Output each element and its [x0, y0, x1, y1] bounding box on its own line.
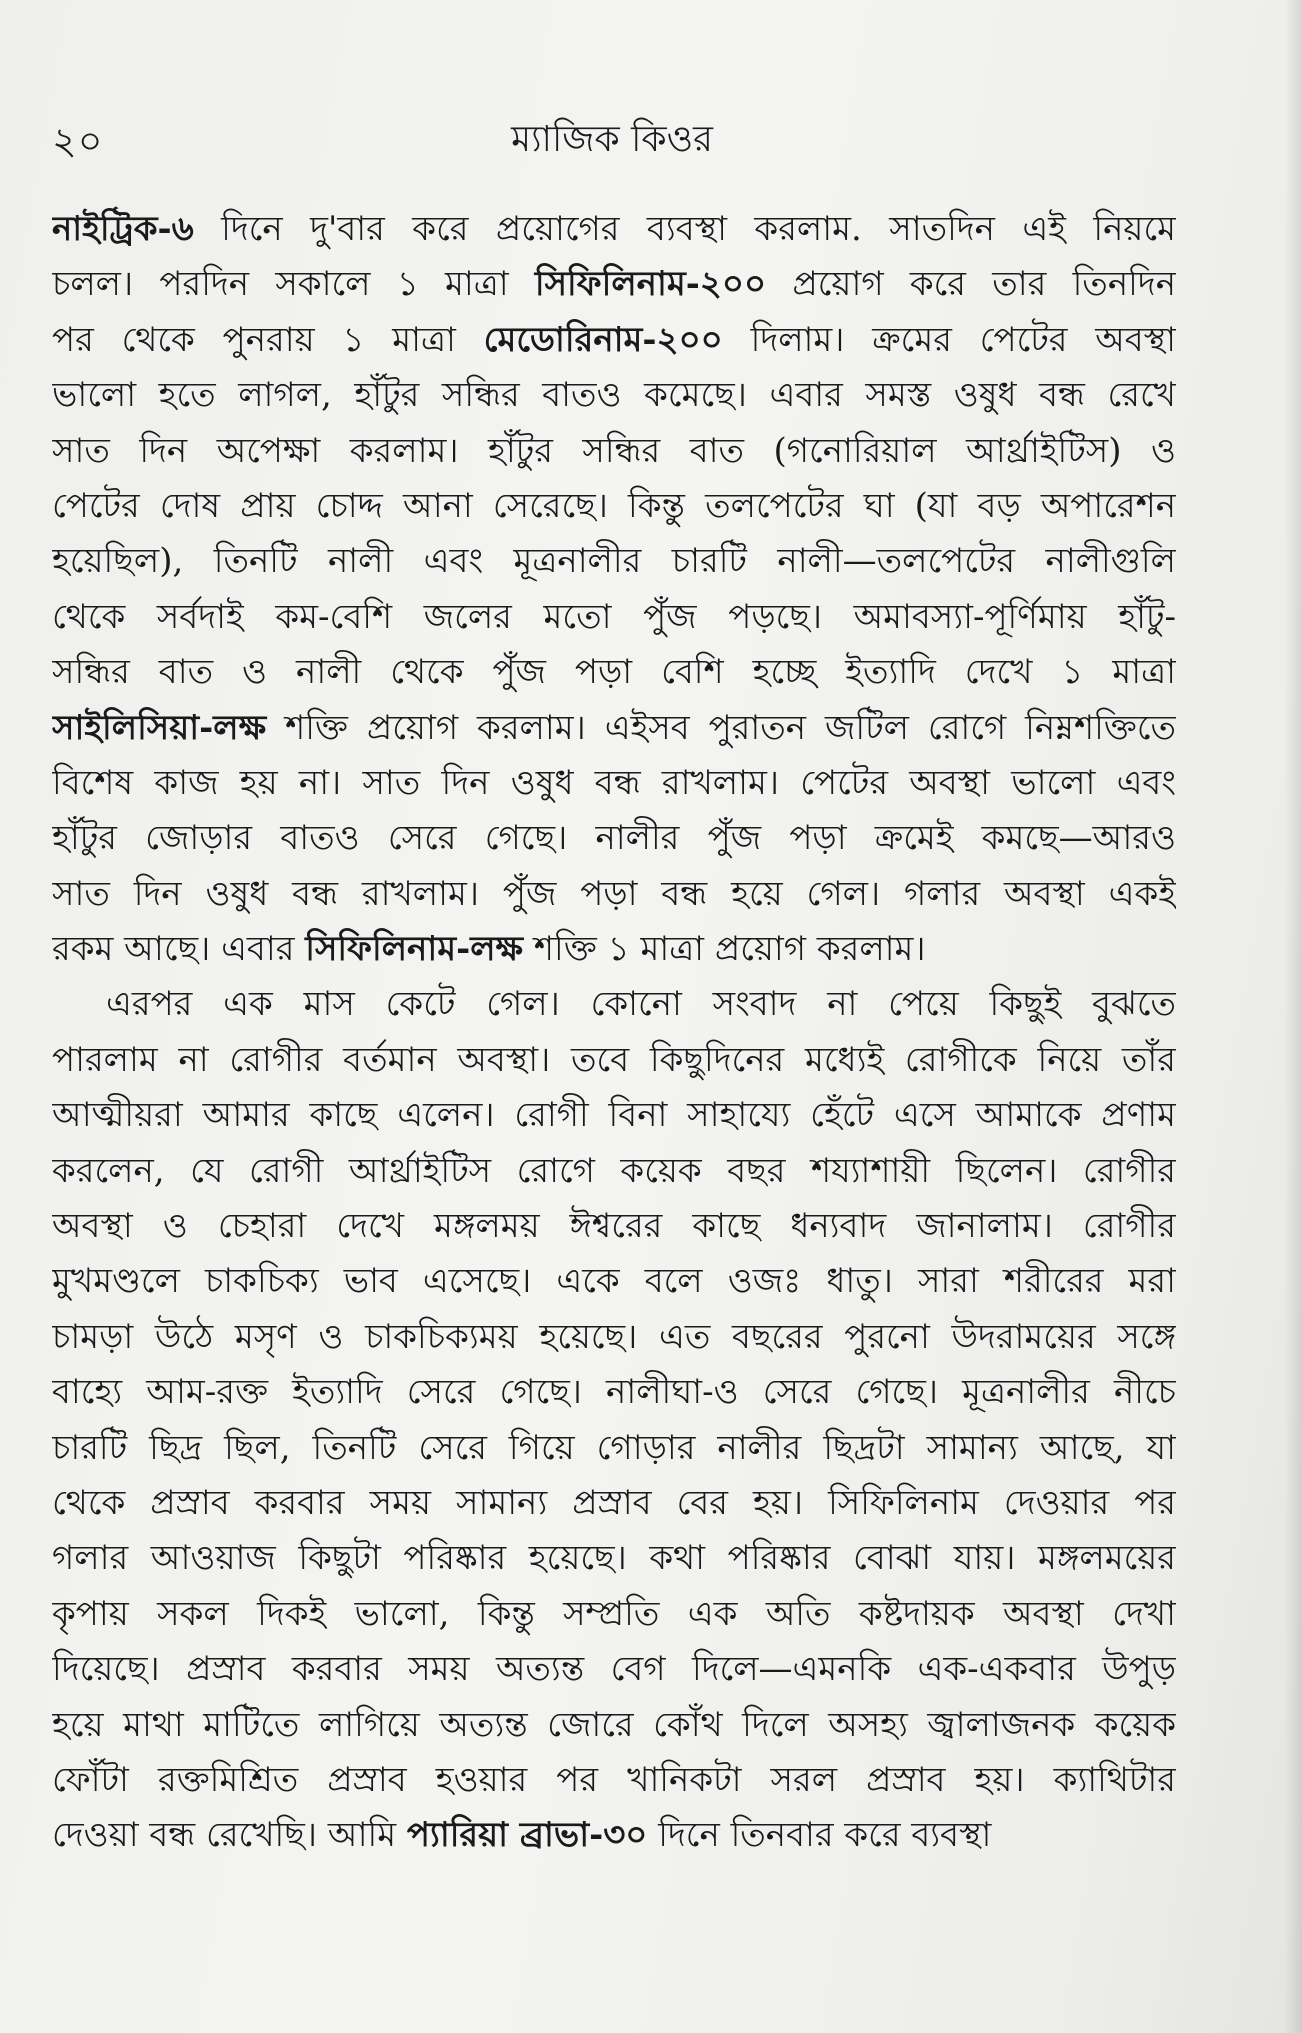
text-line: [52, 811, 1176, 866]
text-line: [52, 867, 1176, 922]
text-segment: করলেন, যে রোগী আর্থ্রাইটিস রোগে কয়েক বছর শয্যাশায়ী ছিলেন। রোগীর: [52, 1150, 1176, 1191]
text-segment: গলার আওয়াজ কিছুটা পরিষ্কার হয়েছে। কথা পরিষ্কার বোঝা যায়। মঙ্গলময়ের: [52, 1538, 1176, 1579]
text-segment: অবস্থা ও চেহারা দেখে মঙ্গলময় ঈশ্বরের কাছে ধন্যবাদ জানালাম। রোগীর: [52, 1206, 1176, 1247]
remedy-name: মেডোরিনাম-২০০: [483, 319, 723, 360]
page-number: ২০: [52, 119, 104, 163]
text-line: [52, 1808, 1176, 1863]
text-line: [52, 1753, 1176, 1808]
text-segment: হয়ে মাথা মাটিতে লাগিয়ে অত্যন্ত জোরে কোঁথ দিলে অসহ্য জ্বালাজনক কয়েক: [52, 1704, 1176, 1745]
text-segment: হাঁটুর জোড়ার বাতও সেরে গেছে। নালীর পুঁজ পড়া ক্রমেই কমছে—আরও: [52, 818, 1176, 859]
text-line: [52, 1199, 1176, 1254]
text-segment: থেকে প্রস্রাব করবার সময় সামান্য প্রস্রাব বের হয়। সিফিলিনাম দেওয়ার পর: [52, 1482, 1176, 1523]
text-segment: প্রয়োগ করে তার তিনদিন: [766, 264, 1176, 305]
text-segment: দিয়েছে। প্রস্রাব করবার সময় অত্যন্ত বেগ দিলে—এমনকি এক-একবার উপুড়: [52, 1649, 1176, 1690]
text-line: [52, 1587, 1176, 1642]
text-line: [52, 645, 1176, 700]
text-segment: ফোঁটা রক্তমিশ্রিত প্রস্রাব হওয়ার পর খানিকটা সরল প্রস্রাব হয়। ক্যাথিটার: [52, 1759, 1176, 1800]
remedy-name: নাইট্রিক-৬: [52, 209, 194, 249]
text-line: [52, 1642, 1176, 1697]
text-segment: বিশেষ কাজ হয় না। সাত দিন ওষুধ বন্ধ রাখলাম। পেটের অবস্থা ভালো এবং: [52, 762, 1176, 803]
text-segment: পেটের দোষ প্রায় চোদ্দ আনা সেরেছে। কিন্তু তলপেটের ঘা (যা বড় অপারেশন: [52, 485, 1176, 526]
page-edge-shadow: [1284, 0, 1302, 2033]
remedy-name: সাইলিসিয়া-লক্ষ: [52, 707, 267, 748]
text-line: [52, 424, 1176, 479]
text-segment: কৃপায় সকল দিকই ভালো, কিন্তু সম্প্রতি এক অতি কষ্টদায়ক অবস্থা দেখা: [52, 1593, 1176, 1634]
text-segment: মুখমণ্ডলে চাকচিক্য ভাব এসেছে। একে বলে ওজঃ ধাতু। সারা শরীরের মরা: [52, 1261, 1176, 1302]
text-segment: সাত দিন ওষুধ বন্ধ রাখলাম। পুঁজ পড়া বন্ধ হয়ে গেল। গলার অবস্থা একই: [52, 873, 1176, 914]
text-line: [52, 1088, 1176, 1143]
text-line: [52, 368, 1176, 423]
text-segment: দিনে তিনবার করে ব্যবস্থা: [647, 1815, 992, 1856]
text-segment: আত্মীয়রা আমার কাছে এলেন। রোগী বিনা সাহায্যে হেঁটে এসে আমাকে প্রণাম: [52, 1095, 1176, 1136]
text-segment: চলল। পরদিন সকালে ১ মাত্রা: [52, 264, 535, 305]
text-line: [52, 1254, 1176, 1309]
text-segment: দিলাম। ক্রমের পেটের অবস্থা: [722, 319, 1176, 360]
text-segment: চারটি ছিদ্র ছিল, তিনটি সেরে গিয়ে গোড়ার নালীর ছিদ্রটা সামান্য আছে, যা: [52, 1427, 1176, 1468]
text-line: [52, 1144, 1176, 1199]
text-segment: পারলাম না রোগীর বর্তমান অবস্থা। তবে কিছুদিনের মধ্যেই রোগীকে নিয়ে তাঁর: [52, 1039, 1176, 1080]
text-line: [52, 590, 1176, 645]
text-segment: চামড়া উঠে মসৃণ ও চাকচিক্যময় হয়েছে। এত বছরের পুরনো উদরাময়ের সঙ্গে: [52, 1316, 1176, 1357]
remedy-name: সিফিলিনাম-২০০: [534, 264, 767, 305]
page-header: [52, 112, 1172, 172]
text-segment: ভালো হতে লাগল, হাঁটুর সন্ধির বাতও কমেছে। এবার সমস্ত ওষুধ বন্ধ রেখে: [52, 375, 1176, 416]
text-segment: রকম আছে। এবার: [52, 929, 306, 970]
text-line: [52, 479, 1176, 534]
running-title: ম্যাজিক কিওর: [511, 119, 713, 160]
text-segment: শক্তি ১ মাত্রা প্রয়োগ করলাম।: [523, 929, 926, 970]
text-segment: থেকে সর্বদাই কম-বেশি জলের মতো পুঁজ পড়ছে। অমাবস্যা-পূর্ণিমায় হাঁটু-: [52, 596, 1176, 637]
text-line: [52, 756, 1176, 811]
remedy-name: প্যারিয়া ব্রাভা-৩০: [406, 1815, 648, 1856]
text-line: [52, 202, 1176, 257]
text-segment: সাত দিন অপেক্ষা করলাম। হাঁটুর সন্ধির বাত (গনোরিয়াল আর্থ্রাইটিস) ও: [52, 430, 1176, 471]
text-segment: হয়েছিল), তিনটি নালী এবং মূত্রনালীর চারটি নালী—তলপেটের নালীগুলি: [52, 541, 1176, 582]
text-line: [52, 257, 1176, 312]
text-line: [52, 701, 1176, 756]
text-line: [52, 977, 1176, 1032]
text-segment: পর থেকে পুনরায় ১ মাত্রা: [52, 319, 484, 360]
text-line: [52, 1310, 1176, 1365]
text-line: [52, 922, 1176, 977]
text-line: [52, 313, 1176, 368]
text-line: [52, 1365, 1176, 1420]
text-line: [52, 1033, 1176, 1088]
remedy-name: সিফিলিনাম-লক্ষ: [305, 929, 524, 970]
text-segment: দিনে দু'বার করে প্রয়োগের ব্যবস্থা করলাম. সাতদিন এই নিয়মে: [193, 209, 1176, 249]
text-segment: বাহ্যে আম-রক্ত ইত্যাদি সেরে গেছে। নালীঘা-ও সেরে গেছে। মূত্রনালীর নীচে: [52, 1372, 1176, 1413]
text-segment: সন্ধির বাত ও নালী থেকে পুঁজ পড়া বেশি হচ্ছে ইত্যাদি দেখে ১ মাত্রা: [52, 652, 1176, 693]
text-line: [52, 1698, 1176, 1753]
text-line: [52, 1421, 1176, 1476]
text-segment: শক্তি প্রয়োগ করলাম। এইসব পুরাতন জটিল রোগে নিম্নশক্তিতে: [266, 707, 1176, 748]
text-line: [52, 534, 1176, 589]
text-segment: দেওয়া বন্ধ রেখেছি। আমি: [52, 1815, 407, 1856]
body-text: [52, 202, 1176, 1864]
text-line: [52, 1476, 1176, 1531]
text-segment: এরপর এক মাস কেটে গেল। কোনো সংবাদ না পেয়ে কিছুই বুঝতে: [106, 984, 1176, 1025]
text-line: [52, 1531, 1176, 1586]
